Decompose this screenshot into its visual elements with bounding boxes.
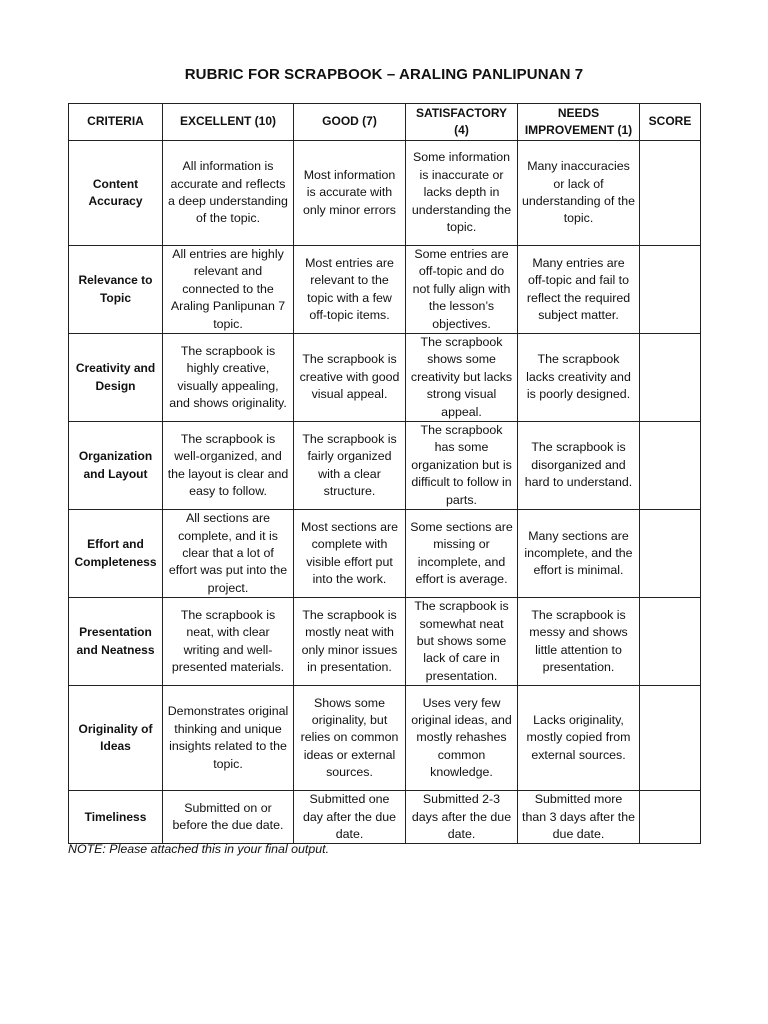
good-cell: Most information is accurate with only minor errors	[294, 141, 406, 246]
needs-improvement-cell: The scrapbook is disorganized and hard to understand.	[518, 422, 640, 510]
footer-note: NOTE: Please attached this in your final output.	[68, 842, 330, 856]
excellent-cell: All entries are highly relevant and connected to the Araling Panlipunan 7 topic.	[163, 246, 294, 334]
excellent-cell: All sections are complete, and it is clear that a lot of effort was put into the project.	[163, 510, 294, 598]
excellent-cell: Submitted on or before the due date.	[163, 791, 294, 844]
satisfactory-cell: The scrapbook shows some creativity but lacks strong visual appeal.	[406, 334, 518, 422]
good-cell: The scrapbook is creative with good visual appeal.	[294, 334, 406, 422]
table-row	[69, 141, 701, 246]
score-cell[interactable]	[640, 246, 701, 334]
good-cell: The scrapbook is fairly organized with a clear structure.	[294, 422, 406, 510]
satisfactory-cell: The scrapbook is somewhat neat but shows some lack of care in presentation.	[406, 598, 518, 686]
table-row	[69, 334, 701, 422]
criteria-cell: Timeliness	[69, 791, 163, 844]
good-cell: Shows some originality, but relies on common ideas or external sources.	[294, 686, 406, 791]
header-criteria: CRITERIA	[69, 104, 163, 141]
criteria-cell: Organization and Layout	[69, 422, 163, 510]
satisfactory-cell: Submitted 2-3 days after the due date.	[406, 791, 518, 844]
needs-improvement-cell: Many sections are incomplete, and the effort is minimal.	[518, 510, 640, 598]
score-cell[interactable]	[640, 598, 701, 686]
table-row	[69, 246, 701, 334]
score-cell[interactable]	[640, 686, 701, 791]
satisfactory-cell: Uses very few original ideas, and mostly rehashes common knowledge.	[406, 686, 518, 791]
satisfactory-cell: Some sections are missing or incomplete, and effort is average.	[406, 510, 518, 598]
header-satisfactory: SATISFACTORY (4)	[406, 104, 518, 141]
table-row	[69, 791, 701, 844]
header-good: GOOD (7)	[294, 104, 406, 141]
table-row	[69, 510, 701, 598]
satisfactory-cell: Some information is inaccurate or lacks depth in understanding the topic.	[406, 141, 518, 246]
criteria-cell: Content Accuracy	[69, 141, 163, 246]
needs-improvement-cell: Lacks originality, mostly copied from external sources.	[518, 686, 640, 791]
header-row	[69, 104, 701, 141]
header-needs-improvement: NEEDS IMPROVEMENT (1)	[518, 104, 640, 141]
score-cell[interactable]	[640, 791, 701, 844]
good-cell: The scrapbook is mostly neat with only minor issues in presentation.	[294, 598, 406, 686]
score-cell[interactable]	[640, 141, 701, 246]
good-cell: Most entries are relevant to the topic with a few off-topic items.	[294, 246, 406, 334]
criteria-cell: Originality of Ideas	[69, 686, 163, 791]
table-row	[69, 422, 701, 510]
criteria-cell: Effort and Completeness	[69, 510, 163, 598]
needs-improvement-cell: The scrapbook is messy and shows little attention to presentation.	[518, 598, 640, 686]
satisfactory-cell: The scrapbook has some organization but is difficult to follow in parts.	[406, 422, 518, 510]
page-title: RUBRIC FOR SCRAPBOOK – ARALING PANLIPUNAN 7	[184, 66, 584, 83]
good-cell: Most sections are complete with visible effort put into the work.	[294, 510, 406, 598]
score-cell[interactable]	[640, 510, 701, 598]
excellent-cell: The scrapbook is well-organized, and the layout is clear and easy to follow.	[163, 422, 294, 510]
needs-improvement-cell: The scrapbook lacks creativity and is poorly designed.	[518, 334, 640, 422]
score-cell[interactable]	[640, 334, 701, 422]
score-cell[interactable]	[640, 422, 701, 510]
table-row	[69, 686, 701, 791]
needs-improvement-cell: Many entries are off-topic and fail to reflect the required subject matter.	[518, 246, 640, 334]
header-excellent: EXCELLENT (10)	[163, 104, 294, 141]
criteria-cell: Relevance to Topic	[69, 246, 163, 334]
criteria-cell: Presentation and Neatness	[69, 598, 163, 686]
header-score: SCORE	[640, 104, 701, 141]
excellent-cell: The scrapbook is highly creative, visually appealing, and shows originality.	[163, 334, 294, 422]
needs-improvement-cell: Submitted more than 3 days after the due date.	[518, 791, 640, 844]
excellent-cell: All information is accurate and reflects a deep understanding of the topic.	[163, 141, 294, 246]
good-cell: Submitted one day after the due date.	[294, 791, 406, 844]
needs-improvement-cell: Many inaccuracies or lack of understanding of the topic.	[518, 141, 640, 246]
satisfactory-cell: Some entries are off-topic and do not fully align with the lesson’s objectives.	[406, 246, 518, 334]
excellent-cell: Demonstrates original thinking and unique insights related to the topic.	[163, 686, 294, 791]
table-row	[69, 598, 701, 686]
criteria-cell: Creativity and Design	[69, 334, 163, 422]
rubric-table	[68, 103, 701, 844]
excellent-cell: The scrapbook is neat, with clear writing and well-presented materials.	[163, 598, 294, 686]
